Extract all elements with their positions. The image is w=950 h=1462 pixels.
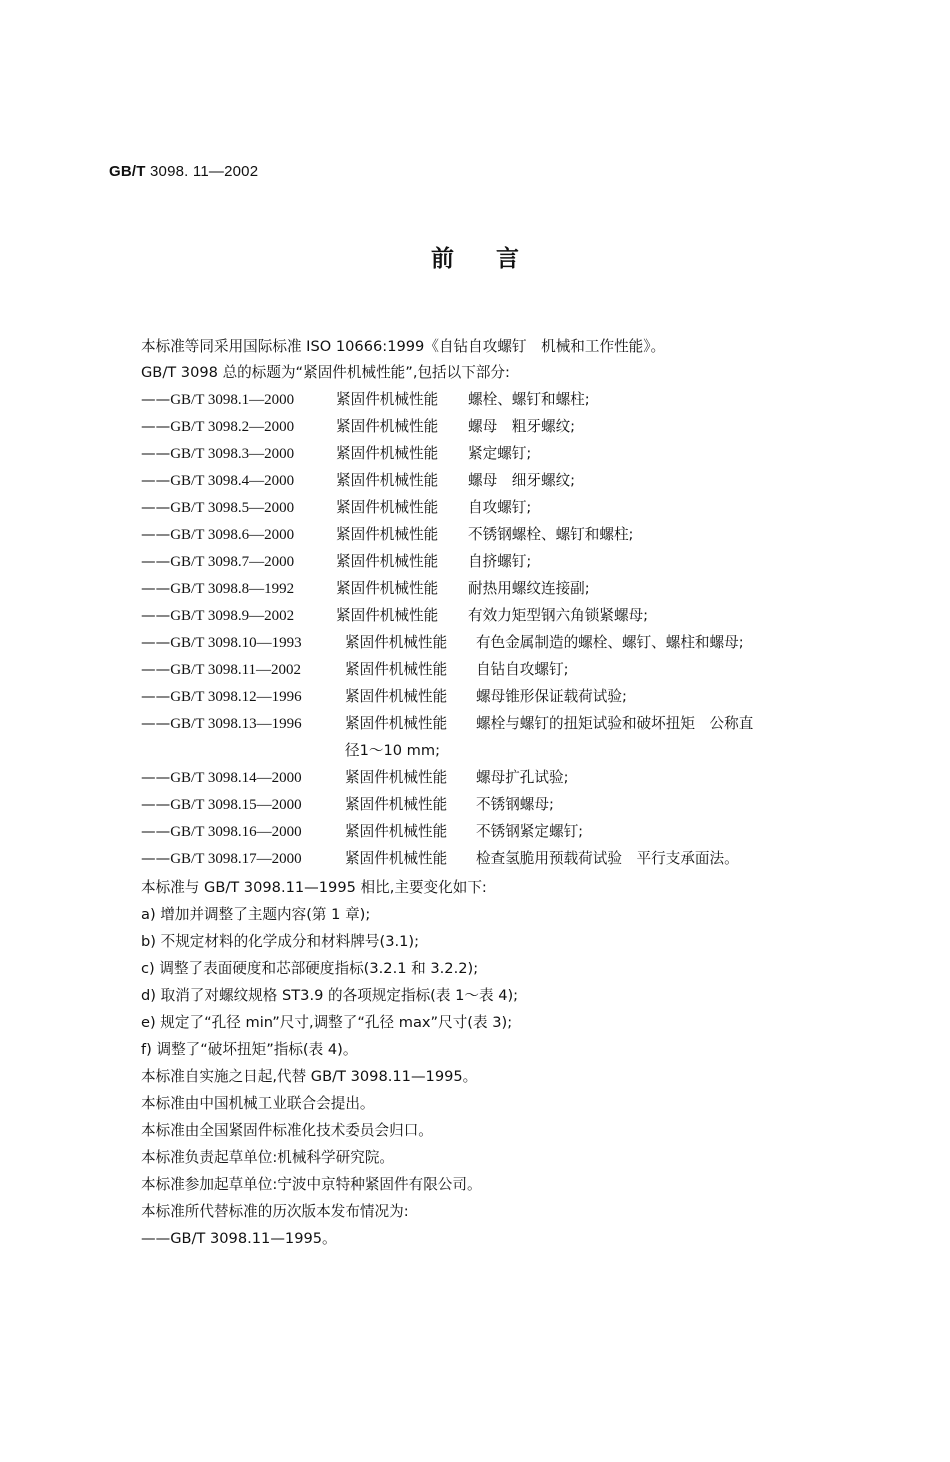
- part-list-item: [141, 418, 576, 436]
- part-general-title: 紧固件机械性能: [336, 526, 439, 543]
- part-reference: GB/T 3098.11—2002: [170, 662, 302, 678]
- part-general-title: 紧固件机械性能: [336, 499, 439, 516]
- part-list-item: [141, 823, 584, 841]
- part-specific-title: 螺栓与螺钉的扭矩试验和破坏扭矩 公称直: [476, 715, 754, 732]
- replacement-statement: 本标准自实施之日起,代替 GB/T 3098.11—1995。: [141, 1068, 478, 1085]
- part-specific-title: 螺母扩孔试验;: [476, 769, 569, 786]
- part-reference: GB/T 3098.13—1996: [170, 716, 302, 732]
- part-general-title: 紧固件机械性能: [336, 472, 439, 489]
- part-specific-title: 检查氢脆用预载荷试验 平行支承面法。: [476, 850, 739, 867]
- drafting-unit-statement: 本标准负责起草单位:机械科学研究院。: [141, 1149, 395, 1166]
- change-item: e) 规定了“孔径 min”尺寸,调整了“孔径 max”尺寸(表 3);: [141, 1014, 513, 1031]
- adoption-statement: 本标准等同采用国际标准 ISO 10666:1999《自钻自攻螺钉 机械和工作性能》。: [141, 338, 666, 355]
- change-item: b) 不规定材料的化学成分和材料牌号(3.1);: [141, 933, 420, 950]
- part-reference: GB/T 3098.12—1996: [170, 689, 302, 705]
- part-general-title: 紧固件机械性能: [345, 796, 448, 813]
- part-general-title: 紧固件机械性能: [336, 553, 439, 570]
- part-reference: GB/T 3098.17—2000: [170, 851, 302, 867]
- em-dash: ——: [141, 607, 171, 624]
- change-item: f) 调整了“破坏扭矩”指标(表 4)。: [141, 1041, 358, 1058]
- em-dash: ——: [141, 418, 171, 435]
- part-reference: GB/T 3098.4—2000: [170, 473, 295, 489]
- part-list-item: [141, 715, 754, 733]
- participating-unit-statement: 本标准参加起草单位:宁波中京特种紧固件有限公司。: [141, 1176, 482, 1193]
- part-specific-title: 不锈钢螺母;: [476, 796, 554, 813]
- change-item: c) 调整了表面硬度和芯部硬度指标(3.2.1 和 3.2.2);: [141, 960, 479, 977]
- em-dash: ——: [141, 526, 171, 543]
- part-reference: GB/T 3098.14—2000: [170, 770, 302, 786]
- part-list-item: [141, 391, 590, 409]
- em-dash: ——: [141, 823, 171, 840]
- part-specific-title: 不锈钢螺栓、螺钉和螺柱;: [468, 526, 634, 543]
- history-item: ——GB/T 3098.11—1995。: [141, 1230, 337, 1247]
- part-list-item: [141, 661, 569, 679]
- part-specific-title: 自攻螺钉;: [468, 499, 532, 516]
- part-list-item: [141, 634, 744, 652]
- part-reference: GB/T 3098.10—1993: [170, 635, 302, 651]
- part-list-item: [141, 499, 532, 517]
- em-dash: ——: [141, 688, 171, 705]
- part-general-title: 紧固件机械性能: [345, 715, 448, 732]
- part-list-item: [141, 580, 590, 598]
- part-specific-title-continuation: 径1～10 mm;: [345, 742, 441, 759]
- part-reference: GB/T 3098.3—2000: [170, 446, 295, 462]
- part-specific-title: 螺栓、螺钉和螺柱;: [468, 391, 590, 408]
- em-dash: ——: [141, 634, 171, 651]
- part-reference: GB/T 3098.8—1992: [170, 581, 295, 597]
- part-list-item: [141, 688, 627, 706]
- part-specific-title: 自挤螺钉;: [468, 553, 532, 570]
- standard-prefix: GB/T: [109, 163, 146, 180]
- part-specific-title: 紧定螺钉;: [468, 445, 532, 462]
- em-dash: ——: [141, 445, 171, 462]
- committee-statement: 本标准由全国紧固件标准化技术委员会归口。: [141, 1122, 433, 1139]
- part-reference: GB/T 3098.7—2000: [170, 554, 295, 570]
- part-specific-title: 不锈钢紧定螺钉;: [476, 823, 584, 840]
- change-item: d) 取消了对螺纹规格 ST3.9 的各项规定指标(表 1～表 4);: [141, 987, 519, 1004]
- em-dash: ——: [141, 580, 171, 597]
- standard-code: [109, 163, 258, 180]
- part-specific-title: 自钻自攻螺钉;: [476, 661, 569, 678]
- em-dash: ——: [141, 769, 171, 786]
- em-dash: ——: [141, 499, 171, 516]
- part-general-title: 紧固件机械性能: [336, 607, 439, 624]
- part-list-item: [141, 445, 532, 463]
- part-specific-title: 耐热用螺纹连接副;: [468, 580, 590, 597]
- general-title-statement: GB/T 3098 总的标题为“紧固件机械性能”,包括以下部分:: [141, 364, 510, 381]
- part-general-title: 紧固件机械性能: [345, 634, 448, 651]
- part-general-title: 紧固件机械性能: [345, 823, 448, 840]
- part-reference: GB/T 3098.5—2000: [170, 500, 295, 516]
- part-specific-title: 螺母锥形保证载荷试验;: [476, 688, 627, 705]
- part-general-title: 紧固件机械性能: [336, 418, 439, 435]
- part-reference: GB/T 3098.16—2000: [170, 824, 302, 840]
- part-list-item: [141, 769, 569, 787]
- part-list-item: [141, 796, 554, 814]
- part-general-title: 紧固件机械性能: [336, 445, 439, 462]
- proposer-statement: 本标准由中国机械工业联合会提出。: [141, 1095, 375, 1112]
- part-specific-title: 有效力矩型钢六角锁紧螺母;: [468, 607, 649, 624]
- page-title: 前言: [431, 246, 561, 272]
- em-dash: ——: [141, 553, 171, 570]
- part-general-title: 紧固件机械性能: [336, 580, 439, 597]
- em-dash: ——: [141, 850, 171, 867]
- part-specific-title: 有色金属制造的螺栓、螺钉、螺柱和螺母;: [476, 634, 744, 651]
- em-dash: ——: [141, 391, 171, 408]
- standard-number: 3098. 11—2002: [150, 163, 259, 180]
- part-general-title: 紧固件机械性能: [336, 391, 439, 408]
- part-reference: GB/T 3098.1—2000: [170, 392, 295, 408]
- history-statement: 本标准所代替标准的历次版本发布情况为:: [141, 1203, 409, 1220]
- part-reference: GB/T 3098.6—2000: [170, 527, 295, 543]
- part-reference: GB/T 3098.15—2000: [170, 797, 302, 813]
- part-reference: GB/T 3098.9—2002: [170, 608, 295, 624]
- part-list-item: [141, 553, 532, 571]
- em-dash: ——: [141, 661, 171, 678]
- part-list-item: [141, 850, 739, 868]
- part-specific-title: 螺母 粗牙螺纹;: [468, 418, 576, 435]
- part-reference: GB/T 3098.2—2000: [170, 419, 295, 435]
- change-item: a) 增加并调整了主题内容(第 1 章);: [141, 906, 371, 923]
- em-dash: ——: [141, 472, 171, 489]
- changes-intro: 本标准与 GB/T 3098.11—1995 相比,主要变化如下:: [141, 879, 487, 896]
- part-general-title: 紧固件机械性能: [345, 769, 448, 786]
- part-list-item: [141, 607, 649, 625]
- em-dash: ——: [141, 796, 171, 813]
- em-dash: ——: [141, 715, 171, 732]
- part-specific-title: 螺母 细牙螺纹;: [468, 472, 576, 489]
- part-general-title: 紧固件机械性能: [345, 850, 448, 867]
- part-general-title: 紧固件机械性能: [345, 688, 448, 705]
- part-list-item: [141, 472, 576, 490]
- part-list-item: [141, 526, 634, 544]
- part-general-title: 紧固件机械性能: [345, 661, 448, 678]
